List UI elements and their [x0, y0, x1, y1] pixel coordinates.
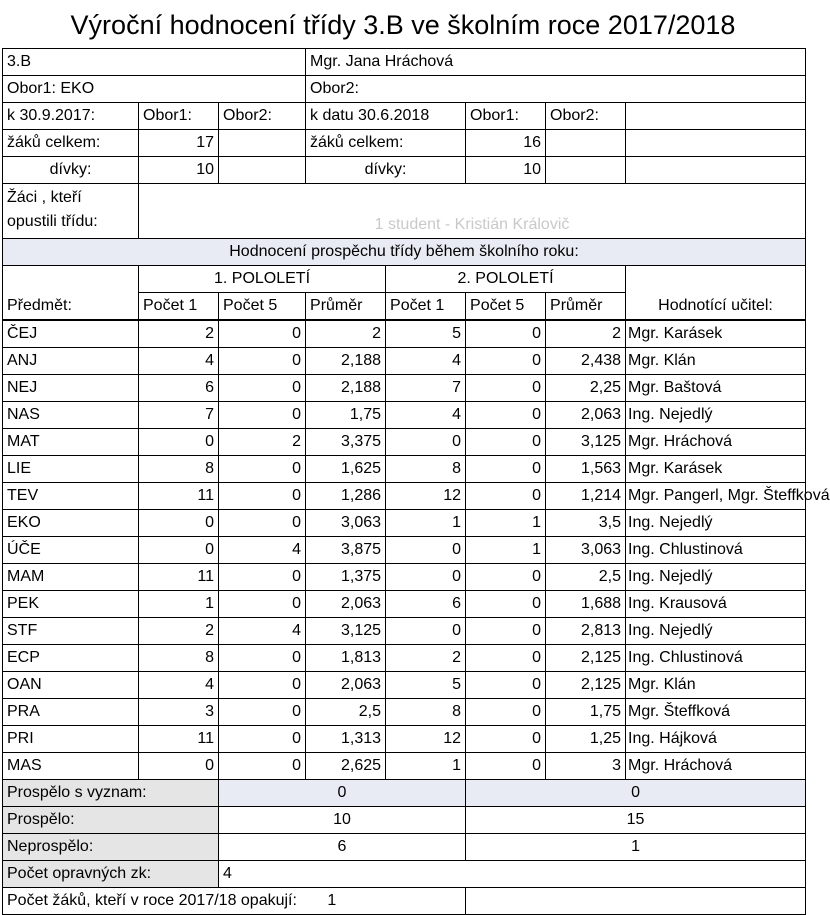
- teacher-name-cell: Ing. Krausová: [626, 591, 806, 618]
- value-cell-s1-p1: 4: [139, 672, 219, 699]
- value-cell-s2-avg: 1,75: [546, 699, 626, 726]
- value-cell-s2-p1: 0: [386, 537, 466, 564]
- table-row: [3, 753, 806, 780]
- value-cell-s1-avg: 2,625: [306, 753, 386, 780]
- value-cell-s1-avg: 2,063: [306, 591, 386, 618]
- empty-cell: [626, 266, 806, 293]
- teacher-name-cell: Ing. Chlustinová: [626, 645, 806, 672]
- subject-cell: MAT: [3, 429, 139, 456]
- obor2-cell: Obor2:: [306, 76, 806, 103]
- value-cell-s1-p5: 0: [219, 348, 306, 375]
- value-cell-s1-avg: 1,625: [306, 456, 386, 483]
- value-cell-s1-p5: 0: [219, 402, 306, 429]
- value-cell-s1-p5: 0: [219, 726, 306, 753]
- left-students-text: 1 student - Kristián Královič: [374, 216, 570, 233]
- value-cell-s2-p5: 1: [466, 510, 546, 537]
- table-row: [3, 348, 806, 375]
- value-cell-s1-p1: 6: [139, 375, 219, 402]
- value-cell-s1-avg: 2: [306, 320, 386, 348]
- value-cell-s1-p5: 0: [219, 699, 306, 726]
- obor1-cell: Obor1: EKO: [3, 76, 306, 103]
- semester1-header: 1. POLOLETÍ: [139, 266, 386, 293]
- table-row: [3, 591, 806, 618]
- start-obor2-label: Obor2:: [219, 103, 306, 130]
- value-cell-s2-avg: 1,688: [546, 591, 626, 618]
- value-cell-s2-p1: 6: [386, 591, 466, 618]
- value-cell-s2-p1: 12: [386, 726, 466, 753]
- empty-cell: [219, 157, 306, 184]
- value-cell-s1-avg: 2,063: [306, 672, 386, 699]
- value-cell-s2-p5: 0: [466, 348, 546, 375]
- failed-s2: 1: [466, 834, 806, 861]
- empty-cell: [546, 157, 626, 184]
- passed-label: Prospělo:: [3, 807, 219, 834]
- value-cell-s2-p5: 0: [466, 699, 546, 726]
- value-cell-s2-avg: 1,25: [546, 726, 626, 753]
- teacher-name-cell: Ing. Chlustinová: [626, 537, 806, 564]
- start-girls-value: 10: [139, 157, 219, 184]
- value-cell-s2-p1: 8: [386, 456, 466, 483]
- empty-cell: [546, 130, 626, 157]
- table-row: [3, 645, 806, 672]
- subject-cell: TEV: [3, 483, 139, 510]
- value-cell-s1-p1: 2: [139, 320, 219, 348]
- value-cell-s2-avg: 1,563: [546, 456, 626, 483]
- value-cell-s2-p5: 0: [466, 753, 546, 780]
- value-cell-s1-p1: 11: [139, 726, 219, 753]
- value-cell-s1-p1: 0: [139, 510, 219, 537]
- value-cell-s1-p1: 0: [139, 537, 219, 564]
- table-row: [3, 402, 806, 429]
- teacher-name-cell: Mgr. Baštová: [626, 375, 806, 402]
- value-cell-s2-p5: 0: [466, 429, 546, 456]
- value-cell-s2-avg: 3: [546, 753, 626, 780]
- teacher-name-cell: Ing. Nejedlý: [626, 618, 806, 645]
- value-cell-s2-p1: 5: [386, 320, 466, 348]
- table-row: [3, 456, 806, 483]
- end-total-label: žáků celkem:: [306, 130, 466, 157]
- subject-cell: ČEJ: [3, 320, 139, 348]
- subject-cell: ÚČE: [3, 537, 139, 564]
- value-cell-s1-avg: 1,286: [306, 483, 386, 510]
- report-title: Výroční hodnocení třídy 3.B ve školním roce 2017/2018: [70, 10, 736, 40]
- subject-cell: MAS: [3, 753, 139, 780]
- teacher-name-cell: Mgr. Klán: [626, 672, 806, 699]
- col-avg-header: Průměr: [546, 293, 626, 321]
- value-cell-s1-p5: 0: [219, 645, 306, 672]
- value-cell-s2-avg: 1,214: [546, 483, 626, 510]
- teacher-name-cell: Ing. Nejedlý: [626, 510, 806, 537]
- table-row: [3, 429, 806, 456]
- value-cell-s1-avg: 1,313: [306, 726, 386, 753]
- value-cell-s2-p5: 0: [466, 672, 546, 699]
- value-cell-s1-avg: 3,063: [306, 510, 386, 537]
- failed-label: Neprospělo:: [3, 834, 219, 861]
- start-total-label: žáků celkem:: [3, 130, 139, 157]
- col-p5-header: Počet 5: [466, 293, 546, 321]
- subject-cell: NAS: [3, 402, 139, 429]
- passed-s1: 10: [219, 807, 466, 834]
- value-cell-s1-avg: 2,5: [306, 699, 386, 726]
- value-cell-s2-p5: 0: [466, 618, 546, 645]
- value-cell-s2-p1: 1: [386, 510, 466, 537]
- value-cell-s2-avg: 2,125: [546, 672, 626, 699]
- teacher-name-cell: Ing. Hájková: [626, 726, 806, 753]
- table-row: [3, 510, 806, 537]
- teacher-name-cell: Mgr. Pangerl, Mgr. Šteffková: [626, 483, 806, 510]
- end-date-label: k datu 30.6.2018: [306, 103, 466, 130]
- teacher-name-cell: Ing. Nejedlý: [626, 564, 806, 591]
- col-teacher-header: Hodnotící učitel:: [626, 293, 806, 321]
- value-cell-s1-avg: 3,375: [306, 429, 386, 456]
- value-cell-s1-p5: 4: [219, 618, 306, 645]
- value-cell-s1-avg: 1,813: [306, 645, 386, 672]
- subject-cell: MAM: [3, 564, 139, 591]
- value-cell-s1-p5: 0: [219, 320, 306, 348]
- teacher-name-cell: Mgr. Hráchová: [626, 753, 806, 780]
- table-row: [3, 618, 806, 645]
- honors-label: Prospělo s vyznam:: [3, 780, 219, 807]
- table-row: [3, 699, 806, 726]
- value-cell-s1-p1: 7: [139, 402, 219, 429]
- value-cell-s1-p1: 0: [139, 429, 219, 456]
- value-cell-s1-p1: 1: [139, 591, 219, 618]
- empty-cell: [626, 130, 806, 157]
- subject-cell: ECP: [3, 645, 139, 672]
- subject-cell: PRI: [3, 726, 139, 753]
- class-name-cell: 3.B: [3, 49, 306, 76]
- subject-cell: STF: [3, 618, 139, 645]
- value-cell-s1-p5: 0: [219, 672, 306, 699]
- value-cell-s1-avg: 1,75: [306, 402, 386, 429]
- value-cell-s1-p5: 0: [219, 564, 306, 591]
- value-cell-s1-avg: 3,125: [306, 618, 386, 645]
- value-cell-s2-avg: 2,125: [546, 645, 626, 672]
- report-table: [2, 48, 830, 915]
- value-cell-s1-p5: 0: [219, 456, 306, 483]
- value-cell-s2-p5: 0: [466, 456, 546, 483]
- subject-cell: ANJ: [3, 348, 139, 375]
- value-cell-s2-p1: 1: [386, 753, 466, 780]
- section-title: Hodnocení prospěchu třídy během školního roku:: [3, 239, 806, 266]
- subject-cell: NEJ: [3, 375, 139, 402]
- passed-s2: 15: [466, 807, 806, 834]
- col-avg-header: Průměr: [306, 293, 386, 321]
- teacher-name-cell: Mgr. Karásek: [626, 456, 806, 483]
- value-cell-s1-p1: 2: [139, 618, 219, 645]
- left-students-label-line1: Žáci , kteří: [7, 189, 82, 206]
- start-girls-label: dívky:: [3, 157, 139, 184]
- value-cell-s1-p1: 0: [139, 753, 219, 780]
- left-students-label-line2: opustili třídu:: [7, 213, 98, 230]
- value-cell-s2-p1: 7: [386, 375, 466, 402]
- value-cell-s2-avg: 3,5: [546, 510, 626, 537]
- value-cell-s2-p5: 0: [466, 483, 546, 510]
- value-cell-s2-p5: 0: [466, 320, 546, 348]
- subject-cell: EKO: [3, 510, 139, 537]
- honors-s1: 0: [219, 780, 466, 807]
- value-cell-s2-avg: 2,813: [546, 618, 626, 645]
- semester2-header: 2. POLOLETÍ: [386, 266, 626, 293]
- end-obor2-label: Obor2:: [546, 103, 626, 130]
- table-row: [3, 672, 806, 699]
- value-cell-s2-p5: 0: [466, 591, 546, 618]
- subject-cell: LIE: [3, 456, 139, 483]
- col-p1-header: Počet 1: [139, 293, 219, 321]
- value-cell-s1-p5: 0: [219, 483, 306, 510]
- value-cell-s1-p1: 11: [139, 564, 219, 591]
- value-cell-s2-p1: 12: [386, 483, 466, 510]
- table-row: [3, 375, 806, 402]
- value-cell-s2-p1: 4: [386, 348, 466, 375]
- retake-label: Počet opravných zk:: [3, 861, 219, 888]
- value-cell-s2-avg: 2,25: [546, 375, 626, 402]
- empty-cell: [219, 130, 306, 157]
- table-row: [3, 483, 806, 510]
- value-cell-s1-p5: 0: [219, 375, 306, 402]
- start-total-value: 17: [139, 130, 219, 157]
- value-cell-s2-avg: 2,063: [546, 402, 626, 429]
- empty-cell: [3, 266, 139, 293]
- value-cell-s1-p5: 0: [219, 753, 306, 780]
- value-cell-s2-p5: 0: [466, 402, 546, 429]
- empty-cell: [626, 157, 806, 184]
- start-date-label: k 30.9.2017:: [3, 103, 139, 130]
- col-subject-header: Předmět:: [3, 293, 139, 321]
- value-cell-s2-p1: 0: [386, 429, 466, 456]
- value-cell-s1-p5: 0: [219, 510, 306, 537]
- empty-cell: [626, 103, 806, 130]
- repeat-value: 1: [327, 892, 337, 909]
- left-students-value: [139, 184, 806, 239]
- value-cell-s2-p5: 0: [466, 645, 546, 672]
- value-cell-s1-p1: 8: [139, 645, 219, 672]
- teacher-name-cell: Mgr. Klán: [626, 348, 806, 375]
- value-cell-s1-avg: 2,188: [306, 348, 386, 375]
- col-p1-header: Počet 1: [386, 293, 466, 321]
- repeat-cell: [3, 888, 466, 915]
- value-cell-s2-avg: 3,063: [546, 537, 626, 564]
- table-row: [3, 564, 806, 591]
- retake-value: 4: [219, 861, 806, 888]
- value-cell-s2-p5: 0: [466, 726, 546, 753]
- value-cell-s2-p1: 8: [386, 699, 466, 726]
- value-cell-s2-p5: 1: [466, 537, 546, 564]
- value-cell-s2-p1: 2: [386, 645, 466, 672]
- value-cell-s1-p1: 3: [139, 699, 219, 726]
- value-cell-s2-avg: 2,438: [546, 348, 626, 375]
- value-cell-s2-p1: 0: [386, 618, 466, 645]
- end-girls-label: dívky:: [306, 157, 466, 184]
- table-row: [3, 320, 806, 348]
- value-cell-s2-p1: 0: [386, 564, 466, 591]
- value-cell-s1-p1: 11: [139, 483, 219, 510]
- teacher-name-cell: Mgr. Hráchová: [626, 429, 806, 456]
- table-row: [3, 537, 806, 564]
- start-obor1-label: Obor1:: [139, 103, 219, 130]
- teacher-name-cell: Mgr. Karásek: [626, 320, 806, 348]
- subject-cell: OAN: [3, 672, 139, 699]
- value-cell-s1-avg: 2,188: [306, 375, 386, 402]
- col-p5-header: Počet 5: [219, 293, 306, 321]
- value-cell-s2-avg: 2,5: [546, 564, 626, 591]
- empty-cell: [466, 888, 806, 915]
- value-cell-s2-avg: 3,125: [546, 429, 626, 456]
- value-cell-s1-avg: 3,875: [306, 537, 386, 564]
- failed-s1: 6: [219, 834, 466, 861]
- table-row: [3, 726, 806, 753]
- value-cell-s1-p5: 2: [219, 429, 306, 456]
- teacher-name-cell: Ing. Nejedlý: [626, 402, 806, 429]
- value-cell-s2-p1: 5: [386, 672, 466, 699]
- end-total-value: 16: [466, 130, 546, 157]
- honors-s2: 0: [466, 780, 806, 807]
- end-obor1-label: Obor1:: [466, 103, 546, 130]
- end-girls-value: 10: [466, 157, 546, 184]
- value-cell-s1-avg: 1,375: [306, 564, 386, 591]
- repeat-label: Počet žáků, kteří v roce 2017/18 opakují:: [7, 892, 297, 909]
- value-cell-s1-p1: 8: [139, 456, 219, 483]
- teacher-cell: Mgr. Jana Hráchová: [306, 49, 806, 76]
- value-cell-s1-p5: 4: [219, 537, 306, 564]
- value-cell-s2-avg: 2: [546, 320, 626, 348]
- value-cell-s2-p5: 0: [466, 564, 546, 591]
- value-cell-s2-p1: 4: [386, 402, 466, 429]
- subject-cell: PEK: [3, 591, 139, 618]
- value-cell-s1-p5: 0: [219, 591, 306, 618]
- value-cell-s1-p1: 4: [139, 348, 219, 375]
- value-cell-s2-p5: 0: [466, 375, 546, 402]
- teacher-name-cell: Mgr. Šteffková: [626, 699, 806, 726]
- subject-cell: PRA: [3, 699, 139, 726]
- left-students-label: [3, 184, 139, 239]
